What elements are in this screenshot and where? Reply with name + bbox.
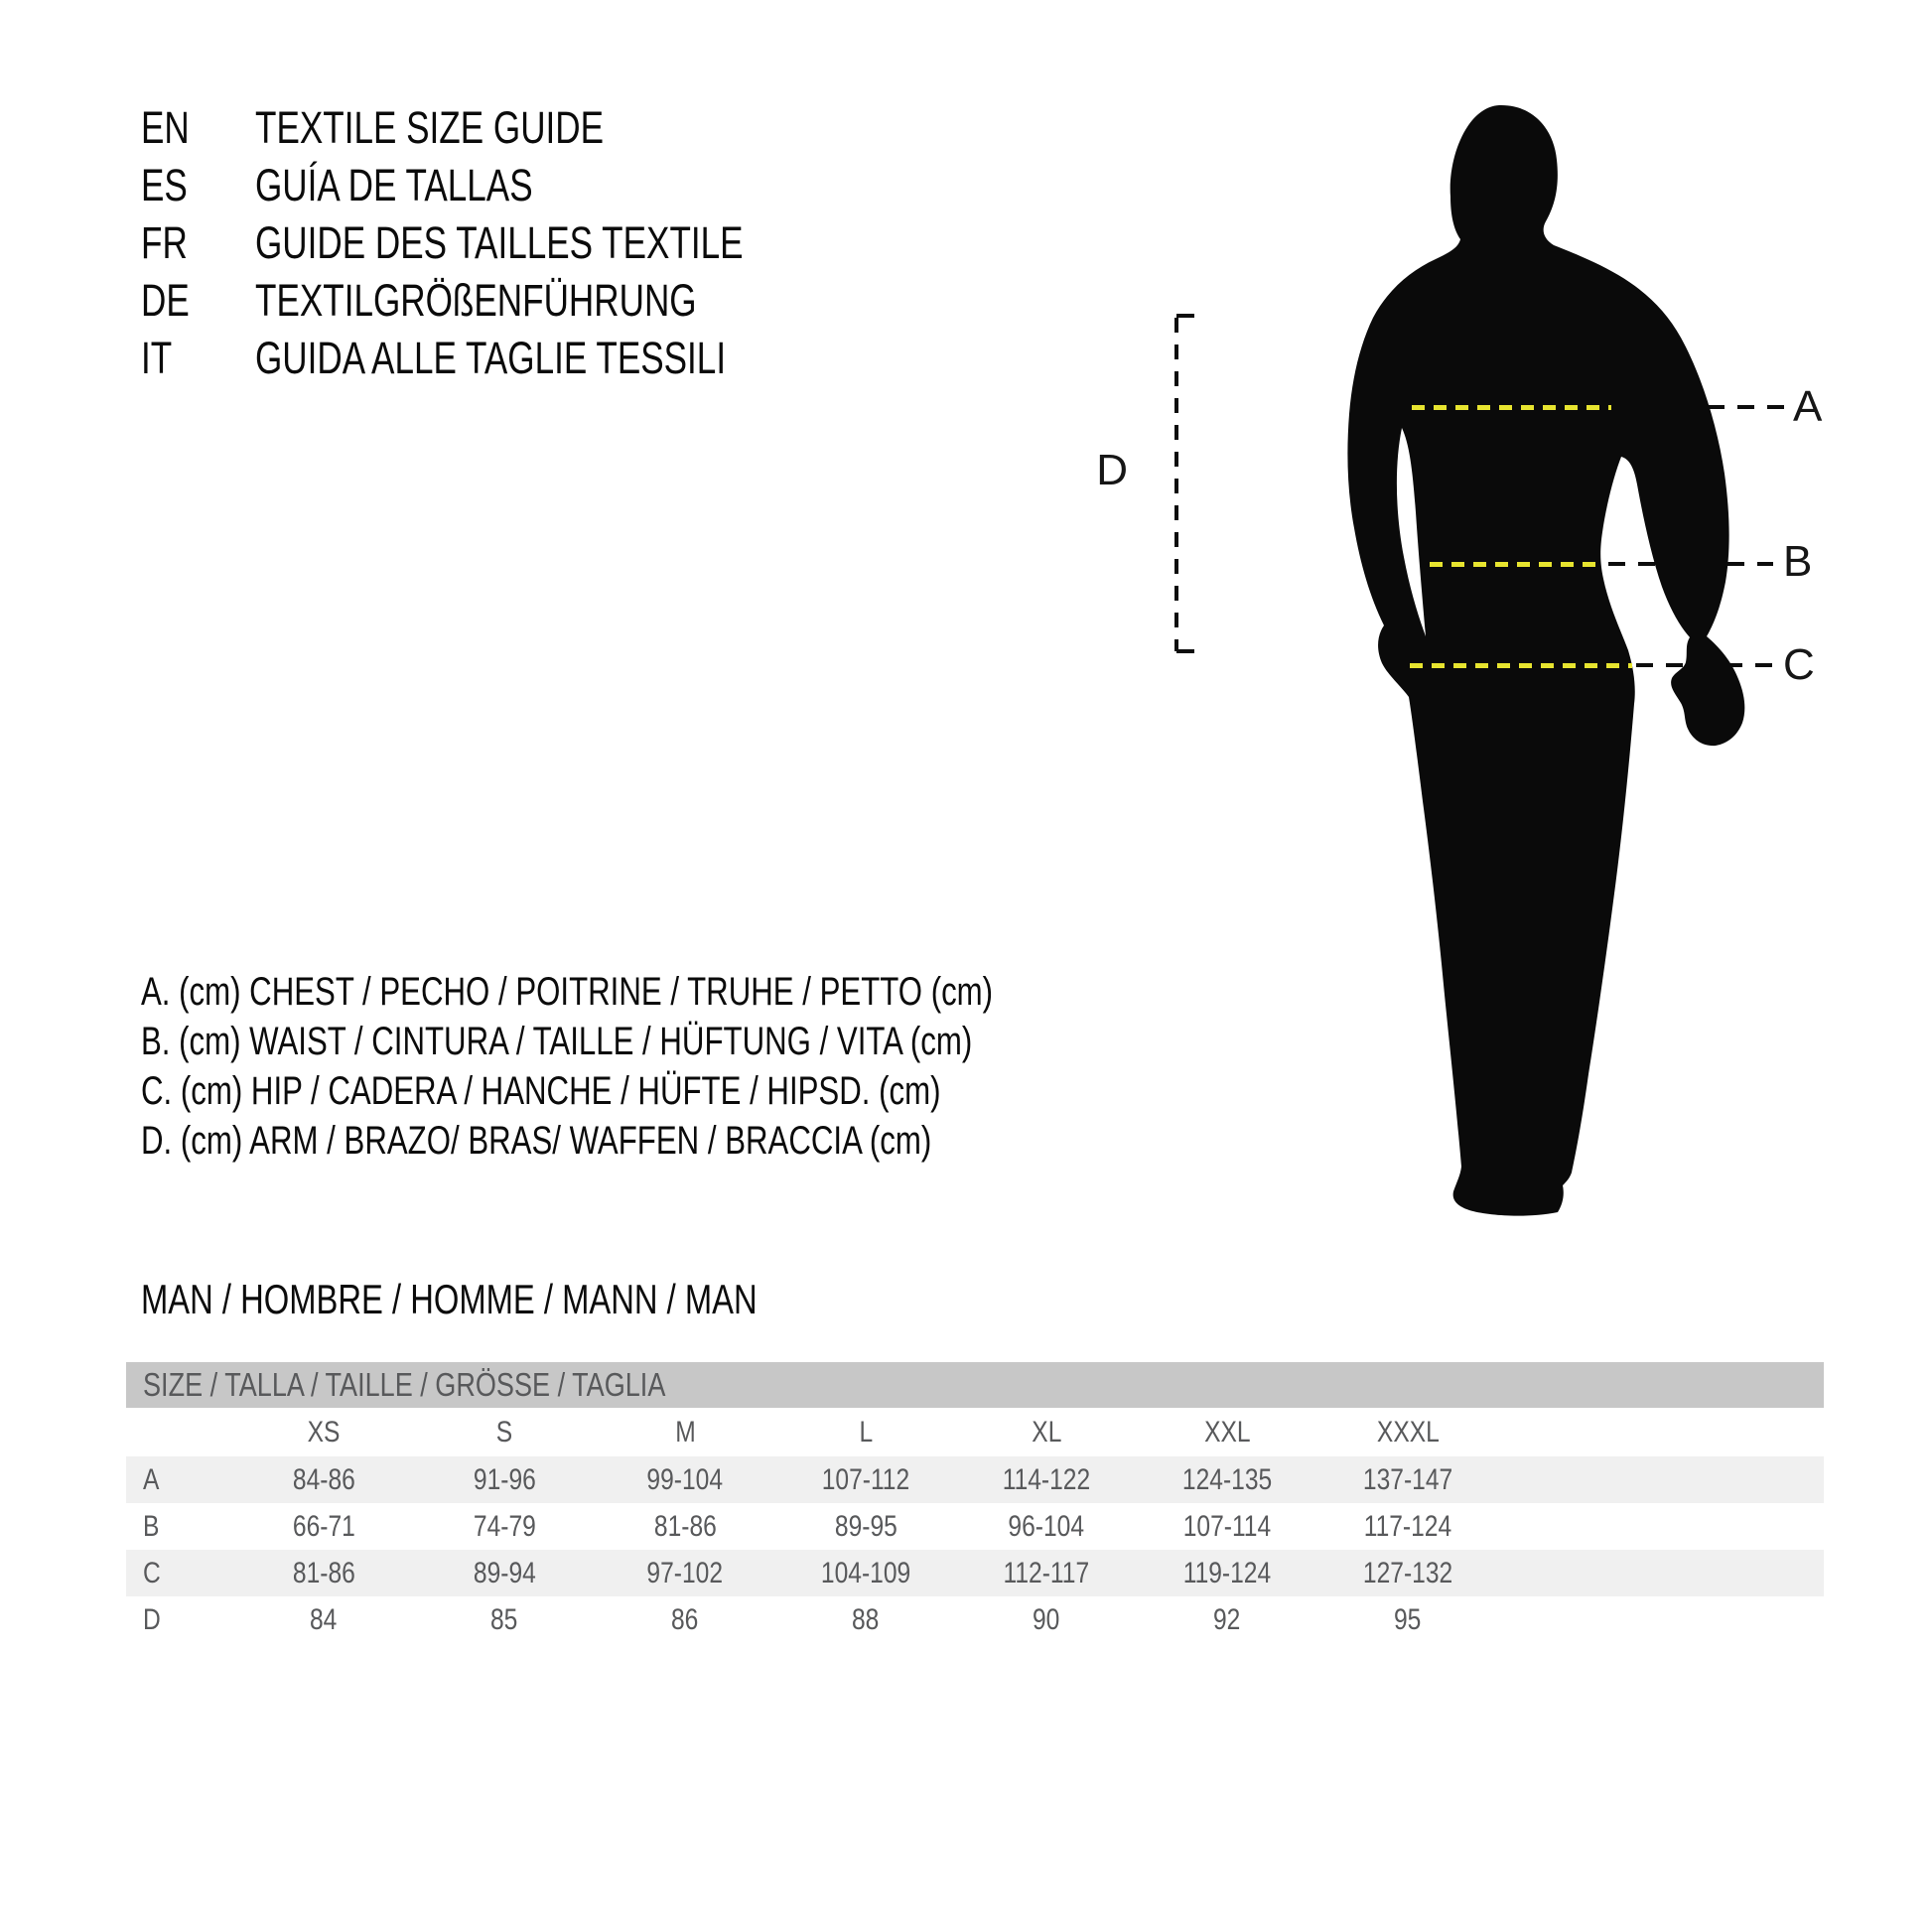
- table-cell-value: 81-86: [292, 1557, 355, 1589]
- table-cell-value: 74-79: [473, 1510, 536, 1543]
- table-row: [126, 1503, 1824, 1550]
- table-cell: [233, 1456, 414, 1503]
- language-title: TEXTILE SIZE GUIDE: [255, 102, 605, 153]
- table-cell-value: 124-135: [1181, 1463, 1273, 1496]
- size-column-header: [775, 1408, 956, 1456]
- size-table: [126, 1362, 1824, 1643]
- table-row: [126, 1456, 1824, 1503]
- table-cell: [414, 1596, 595, 1643]
- table-cell-value: 127-132: [1362, 1557, 1453, 1589]
- table-cell: [1137, 1550, 1317, 1596]
- arm-label: D: [1096, 446, 1128, 494]
- table-row: [126, 1596, 1824, 1643]
- table-cell: [775, 1503, 956, 1550]
- size-table-header: [126, 1362, 1824, 1408]
- table-cell-value: 107-114: [1182, 1510, 1272, 1543]
- waist-line-extension: [1608, 562, 1773, 566]
- row-label: B: [143, 1510, 160, 1543]
- section-title: [141, 1277, 931, 1322]
- table-cell-value: 89-94: [473, 1557, 536, 1589]
- table-cell-value: 91-96: [473, 1463, 536, 1496]
- table-cell: [1317, 1596, 1498, 1643]
- table-cell: [1317, 1456, 1498, 1503]
- size-column-header-text: XXXL: [1376, 1416, 1440, 1449]
- table-cell-value: 99-104: [646, 1463, 724, 1496]
- table-cell: [233, 1503, 414, 1550]
- section-title-text: MAN / HOMBRE / HOMME / MANN / MAN: [141, 1276, 758, 1322]
- language-title: GUIDA ALLE TAGLIE TESSILI: [255, 333, 727, 383]
- chest-line-extension: [1618, 405, 1793, 409]
- table-cell: [956, 1456, 1137, 1503]
- size-column-header-text: S: [495, 1416, 513, 1449]
- measurement-description: [141, 967, 1233, 1017]
- language-code: FR: [141, 217, 188, 268]
- measurement-description-text: D. (cm) ARM / BRAZO/ BRAS/ WAFFEN / BRACCIA (cm): [141, 1119, 932, 1163]
- language-code: DE: [141, 275, 190, 326]
- table-cell-value: 117-124: [1363, 1510, 1452, 1543]
- size-column-header: [595, 1408, 775, 1456]
- language-code: IT: [141, 333, 173, 383]
- size-table-body: [126, 1456, 1824, 1643]
- table-cell: [775, 1456, 956, 1503]
- table-cell: [1137, 1503, 1317, 1550]
- hip-line-extension: [1636, 663, 1773, 667]
- row-label: C: [143, 1557, 161, 1589]
- language-title: GUÍA DE TALLAS: [255, 160, 533, 210]
- measurement-description-text: C. (cm) HIP / CADERA / HANCHE / HÜFTE / HIPSD. (cm): [141, 1069, 941, 1113]
- table-cell-value: 95: [1394, 1603, 1422, 1636]
- table-cell: [956, 1503, 1137, 1550]
- table-cell-value: 84: [310, 1603, 338, 1636]
- table-cell: [414, 1550, 595, 1596]
- chest-label: A: [1793, 382, 1823, 431]
- table-cell: [414, 1503, 595, 1550]
- table-cell-value: 137-147: [1362, 1463, 1453, 1496]
- size-column-header: [1137, 1408, 1317, 1456]
- table-cell: [1137, 1456, 1317, 1503]
- size-header-row: [126, 1408, 1824, 1456]
- language-row: [141, 272, 881, 330]
- table-cell: [1317, 1503, 1498, 1550]
- table-cell: [775, 1550, 956, 1596]
- table-cell-value: 89-95: [834, 1510, 897, 1543]
- table-cell-value: 107-112: [821, 1463, 910, 1496]
- table-cell-value: 119-124: [1182, 1557, 1272, 1589]
- language-row: [141, 214, 881, 272]
- size-column-header-text: L: [859, 1416, 873, 1449]
- table-cell: [956, 1550, 1137, 1596]
- table-row: [126, 1550, 1824, 1596]
- table-cell: [1137, 1596, 1317, 1643]
- table-cell-value: 66-71: [292, 1510, 355, 1543]
- table-cell: [595, 1456, 775, 1503]
- table-cell-value: 96-104: [1008, 1510, 1085, 1543]
- size-column-header-text: XXL: [1203, 1416, 1251, 1449]
- table-cell-value: 114-122: [1002, 1463, 1091, 1496]
- table-cell-value: 84-86: [292, 1463, 355, 1496]
- table-cell: [1317, 1550, 1498, 1596]
- language-code: EN: [141, 102, 190, 153]
- table-cell: [595, 1503, 775, 1550]
- table-cell: [233, 1596, 414, 1643]
- table-cell-value: 81-86: [653, 1510, 717, 1543]
- measurement-description-text: B. (cm) WAIST / CINTURA / TAILLE / HÜFTUNG / VITA (cm): [141, 1020, 973, 1063]
- arm-length-tick-bottom: [1176, 649, 1194, 653]
- table-cell-value: 112-117: [1003, 1557, 1090, 1589]
- table-cell-value: 97-102: [646, 1557, 724, 1589]
- size-column-header-text: XS: [307, 1416, 341, 1449]
- row-label: D: [143, 1603, 161, 1636]
- language-row: [141, 157, 881, 214]
- table-cell: [775, 1596, 956, 1643]
- size-column-header: [956, 1408, 1137, 1456]
- waist-line-body: [1430, 562, 1604, 567]
- hip-line-body: [1410, 663, 1632, 668]
- table-cell-value: 90: [1033, 1603, 1060, 1636]
- language-title: TEXTILGRÖßENFÜHRUNG: [255, 275, 697, 326]
- hip-label: C: [1783, 640, 1815, 689]
- measurement-description: [141, 1017, 1233, 1066]
- table-cell-value: 104-109: [820, 1557, 911, 1589]
- table-cell-value: 86: [671, 1603, 699, 1636]
- table-cell: [956, 1596, 1137, 1643]
- chest-line-body: [1412, 405, 1611, 410]
- measurement-description-text: A. (cm) CHEST / PECHO / POITRINE / TRUHE / PETTO (cm): [141, 970, 994, 1014]
- size-column-header: [233, 1408, 414, 1456]
- language-row: [141, 99, 881, 157]
- table-cell: [414, 1456, 595, 1503]
- table-cell: [595, 1596, 775, 1643]
- size-table-header-text: SIZE / TALLA / TAILLE / GRÖSSE / TAGLIA: [143, 1366, 666, 1403]
- table-cell-value: 92: [1213, 1603, 1241, 1636]
- size-column-header-text: M: [674, 1416, 696, 1449]
- table-cell: [595, 1550, 775, 1596]
- waist-label: B: [1783, 537, 1813, 586]
- size-column-header: [414, 1408, 595, 1456]
- size-column-header: [1317, 1408, 1498, 1456]
- size-column-header-text: XL: [1031, 1416, 1062, 1449]
- language-code: ES: [141, 160, 188, 210]
- arm-length-line: [1174, 318, 1178, 651]
- table-cell-value: 85: [490, 1603, 518, 1636]
- measurement-description: [141, 1116, 1233, 1166]
- language-row: [141, 330, 881, 387]
- measurement-legend: [141, 967, 1233, 1166]
- language-title: GUIDE DES TAILLES TEXTILE: [255, 217, 744, 268]
- size-header-spacer: [126, 1408, 233, 1456]
- table-cell-value: 88: [852, 1603, 880, 1636]
- arm-length-tick-top: [1176, 314, 1194, 318]
- language-title-list: [141, 99, 881, 387]
- row-label: A: [143, 1463, 160, 1496]
- measurement-description: [141, 1066, 1233, 1116]
- table-cell: [233, 1550, 414, 1596]
